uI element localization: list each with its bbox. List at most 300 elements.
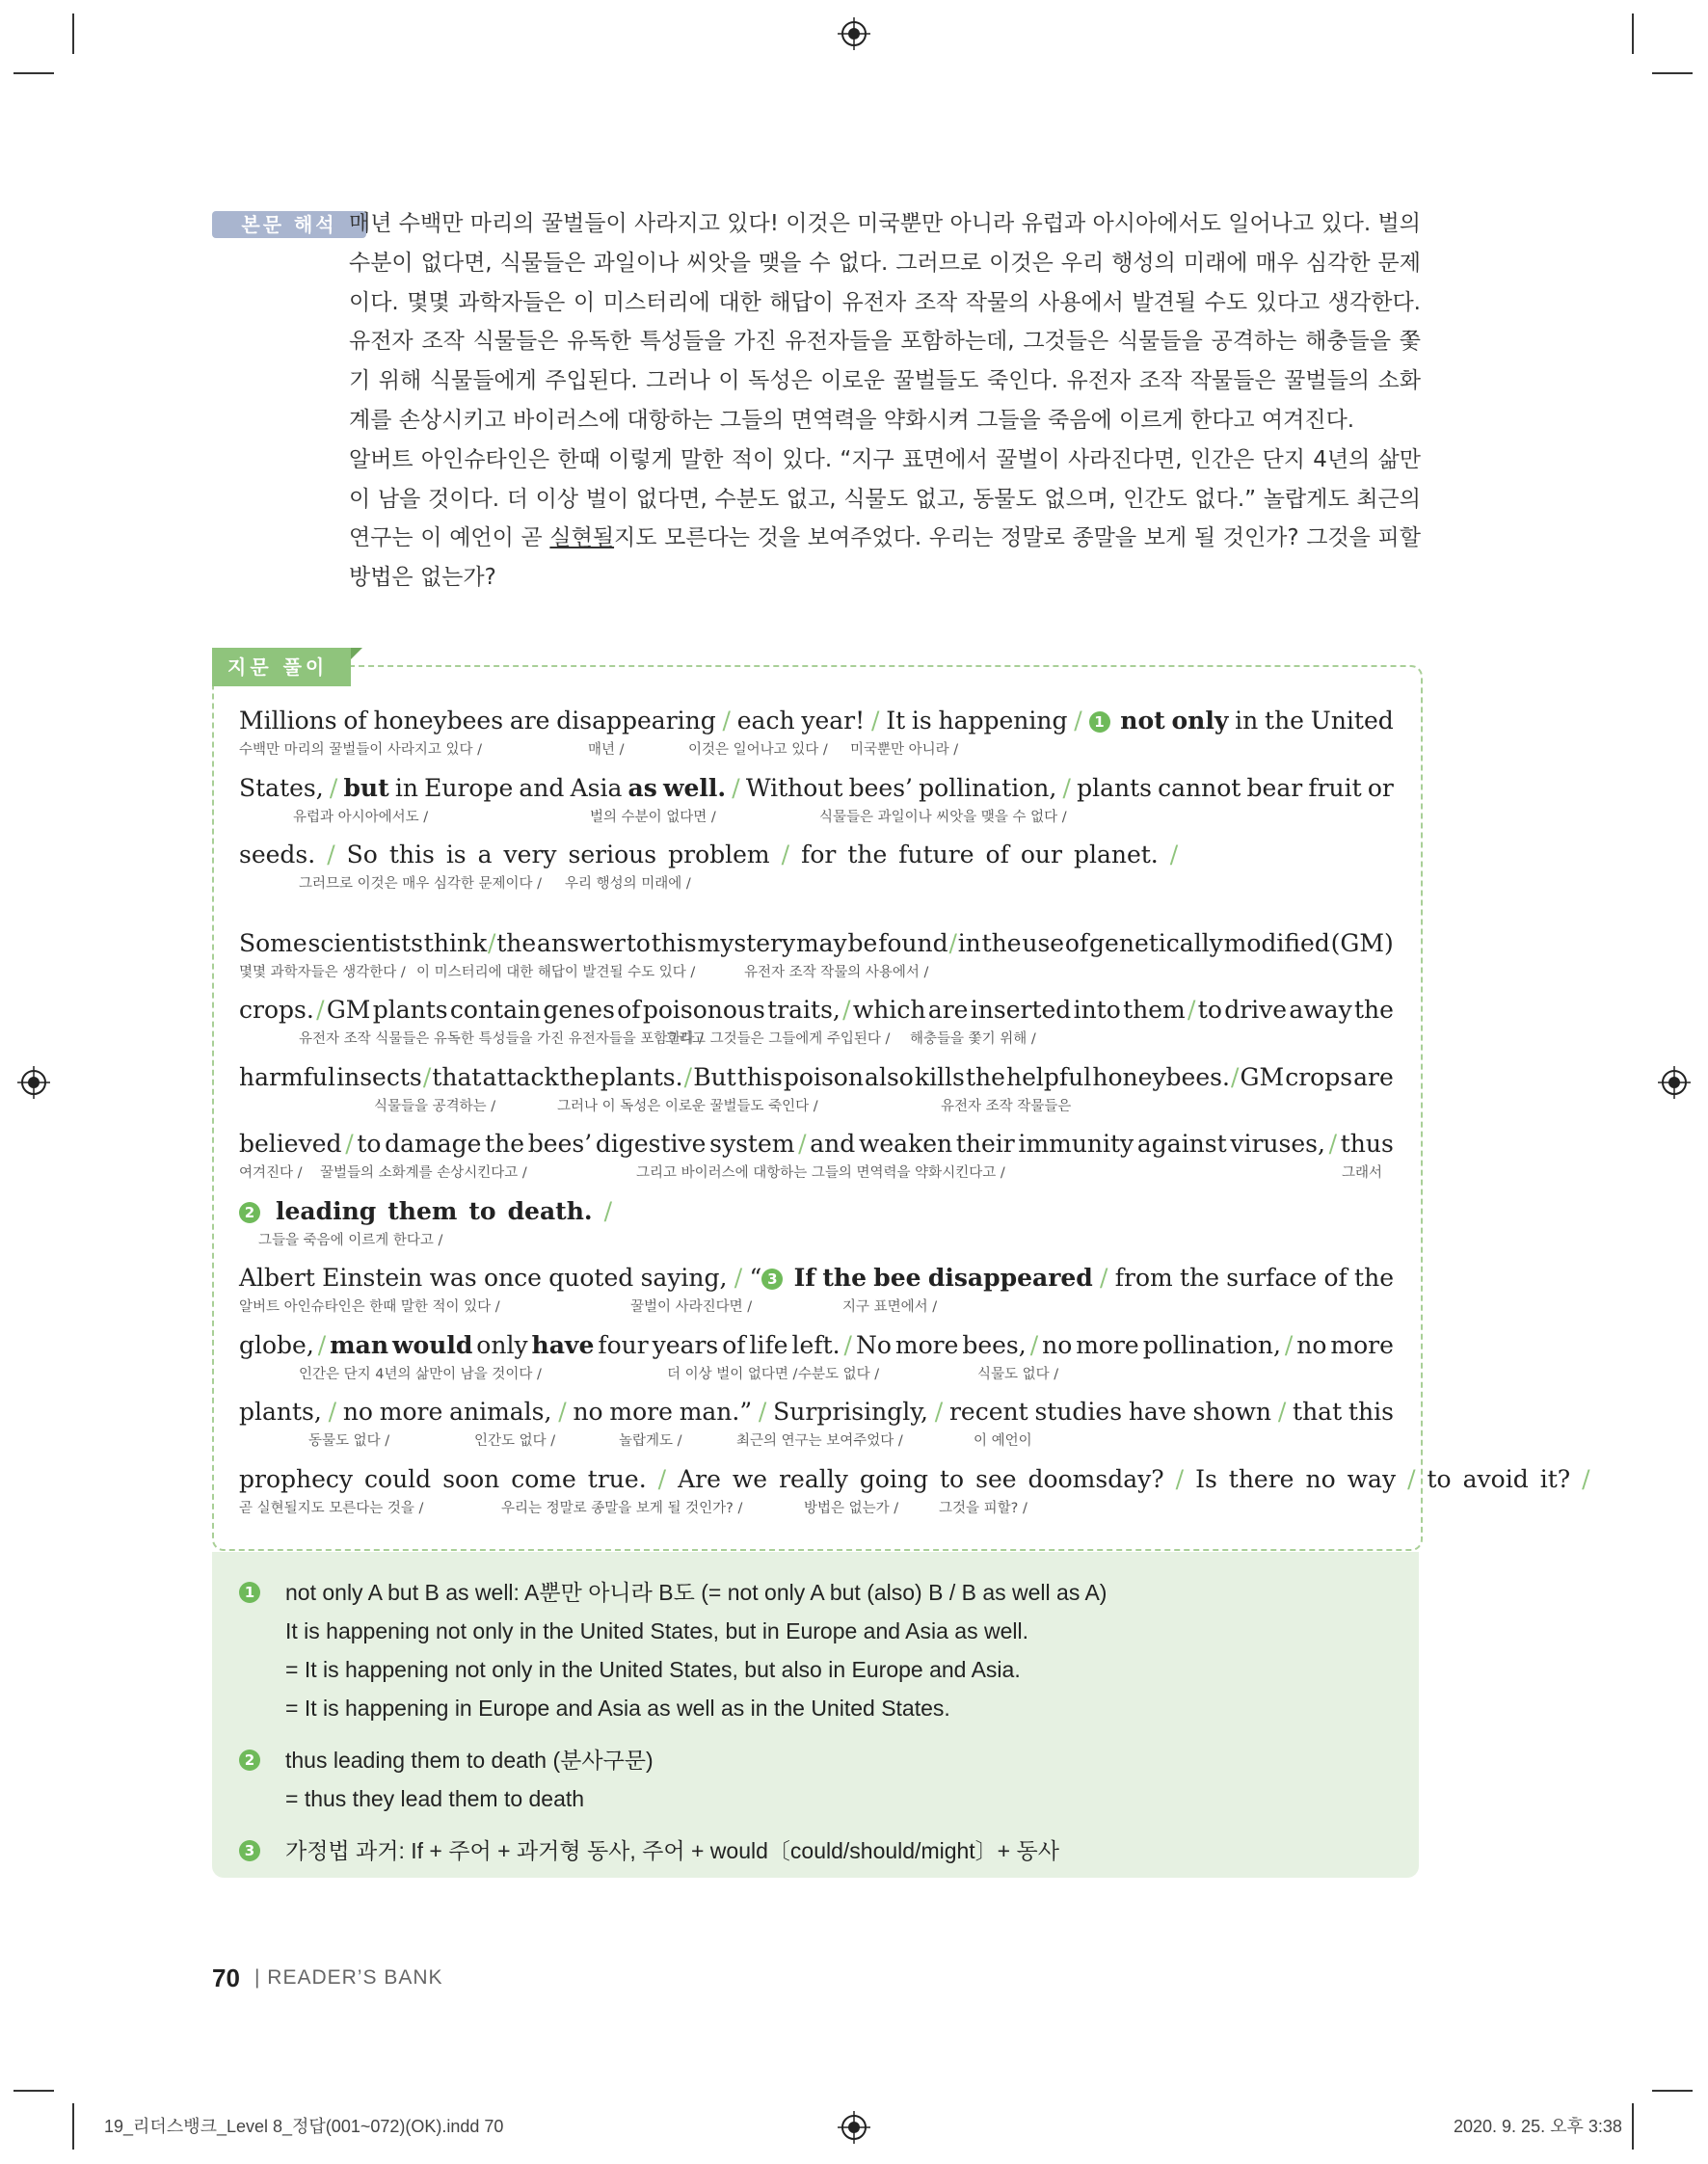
word: No	[855, 1330, 892, 1359]
korean-gloss	[239, 1095, 1394, 1114]
chunk-slash: /	[1277, 1398, 1287, 1426]
word: the	[1354, 996, 1394, 1024]
note-line: thus leading them to death (분사구문)	[285, 1748, 654, 1773]
english-line	[239, 1397, 1394, 1428]
word: avoid	[1462, 1464, 1529, 1493]
word: of	[722, 1330, 746, 1359]
word: harmful	[239, 1062, 336, 1091]
word: the	[496, 928, 537, 957]
word: fruit	[1308, 773, 1362, 802]
chunk-slash: /	[316, 996, 325, 1024]
word: of	[1064, 928, 1089, 957]
note-marker-icon: 1	[1089, 711, 1110, 733]
word: animals,	[449, 1398, 552, 1426]
note-number-icon: 1	[239, 1582, 260, 1603]
word: are	[1353, 1062, 1394, 1091]
chunk-slash: /	[317, 1330, 327, 1359]
chunk-slash: /	[1074, 707, 1082, 735]
analysis-line	[239, 1263, 1394, 1330]
english-line	[239, 1263, 1394, 1294]
note-number-icon: 3	[239, 1840, 260, 1861]
word: mystery	[697, 928, 796, 957]
word: that	[432, 1062, 482, 1091]
gloss-text: 놀랍게도 /	[619, 1433, 682, 1449]
word: recent	[948, 1398, 1028, 1426]
word: no	[1296, 1330, 1327, 1359]
word: this	[651, 928, 697, 957]
word: traits,	[767, 996, 841, 1024]
word: modified	[1223, 928, 1330, 957]
gloss-text: 그리고 바이러스에 대항하는 그들의 면역력을 약화시킨다고 /	[636, 1165, 1005, 1181]
analysis-line	[239, 1397, 1394, 1464]
registration-mark-icon	[17, 1066, 50, 1099]
word: answer	[537, 928, 627, 957]
korean-gloss	[239, 1028, 1394, 1047]
word: this	[736, 1062, 783, 1091]
word: believed	[239, 1130, 342, 1158]
gloss-text: 이 예언이	[974, 1433, 1032, 1449]
word: plants	[1077, 773, 1152, 802]
word: this	[1348, 1398, 1394, 1426]
word: could	[364, 1464, 432, 1493]
word: United	[1310, 707, 1394, 735]
word: and	[810, 1130, 856, 1158]
word: really	[779, 1464, 848, 1493]
korean-gloss	[239, 1429, 1394, 1449]
chunk-slash: /	[722, 707, 731, 735]
word: bees,	[962, 1330, 1027, 1359]
english-line	[239, 840, 1394, 870]
word: doomsday?	[1027, 1464, 1164, 1493]
word: immunity	[1018, 1130, 1134, 1158]
chunk-slash: /	[1407, 1464, 1416, 1493]
word: Asia	[570, 773, 623, 802]
chunk-slash: /	[732, 773, 740, 802]
word: this	[388, 841, 435, 868]
word: in	[394, 773, 418, 802]
gloss-text: 그것을 피할? /	[939, 1500, 1027, 1516]
word: to	[1197, 996, 1222, 1024]
note-marker-icon: 2	[239, 1202, 260, 1223]
gloss-text: 유럽과 아시아에서도 /	[293, 809, 429, 825]
word: globe,	[239, 1330, 314, 1359]
word: soon	[442, 1464, 500, 1493]
word: we	[732, 1464, 768, 1493]
word: studies	[1034, 1398, 1123, 1426]
key-word: but	[343, 773, 389, 802]
word: or	[1367, 773, 1394, 802]
word: the	[965, 1062, 1005, 1091]
word: Surprisingly,	[773, 1398, 928, 1426]
crop-mark	[1652, 2090, 1693, 2092]
word: into	[1073, 996, 1121, 1024]
crop-mark	[72, 2103, 74, 2150]
gloss-text: 더 이상 벌이 없다면 /	[667, 1366, 798, 1382]
word: bear	[1246, 773, 1303, 802]
analysis-line	[239, 928, 1394, 996]
word: the	[1354, 1264, 1394, 1292]
word: the	[847, 841, 888, 868]
chunk-slash: /	[1169, 841, 1179, 868]
word: found	[878, 928, 948, 957]
print-date: 2020. 9. 25. 오후 3:38	[1454, 2117, 1622, 2136]
registration-mark-icon	[838, 17, 870, 50]
word: left.	[791, 1330, 841, 1359]
word: serious	[568, 841, 657, 868]
word: of	[617, 996, 641, 1024]
word: are	[509, 707, 550, 735]
korean-gloss	[239, 1363, 1394, 1382]
chunk-slash: /	[603, 1196, 613, 1225]
word: crops	[1285, 1062, 1353, 1091]
word: problem	[668, 841, 770, 868]
note-list	[239, 1573, 1376, 1883]
word: way	[1347, 1464, 1397, 1493]
chunk-slash: /	[758, 1398, 767, 1426]
note-marker-icon: 3	[761, 1269, 783, 1290]
word: scientists	[307, 928, 423, 957]
word: Are	[678, 1464, 721, 1493]
note-marker	[239, 1196, 264, 1227]
key-word: well.	[662, 773, 727, 802]
word: poison	[783, 1062, 864, 1091]
word: thus	[1340, 1130, 1394, 1158]
gloss-text: 꿀벌들의 소화계를 손상시킨다고 /	[320, 1165, 527, 1181]
gloss-text: 알버트 아인슈타인은 한때 말한 적이 있다 /	[239, 1299, 500, 1315]
word: cannot	[1158, 773, 1241, 802]
analysis-line	[239, 1196, 1394, 1264]
note-line: = It is happening not only in the United States, but also in Europe and Asia.	[285, 1657, 1021, 1682]
word: bees’	[848, 773, 913, 802]
word: going	[859, 1464, 929, 1493]
chunk-slash: /	[1175, 1464, 1185, 1493]
chunk-slash: /	[683, 1062, 693, 1091]
word: only	[476, 1330, 528, 1359]
word: there	[1228, 1464, 1294, 1493]
gloss-text: 이것은 일어나고 있다 /	[688, 742, 828, 758]
word: seeds.	[239, 841, 316, 868]
note-marker	[1089, 706, 1114, 736]
book-title: | READER’S BANK	[254, 1966, 443, 1989]
word: each	[736, 707, 795, 735]
crop-mark	[1632, 13, 1634, 54]
word: genetically	[1089, 928, 1223, 957]
chunk-slash: /	[870, 707, 880, 735]
word: honeybees	[373, 707, 504, 735]
chunk-slash: /	[1284, 1330, 1294, 1359]
word: saying,	[640, 1264, 728, 1292]
word: in	[1235, 707, 1259, 735]
word: in	[957, 928, 981, 957]
key-word: only	[1171, 707, 1229, 735]
word: disappearing	[556, 707, 716, 735]
word: Einstein	[322, 1264, 423, 1292]
word: that	[1293, 1398, 1343, 1426]
word: more	[1076, 1330, 1139, 1359]
gloss-text: 곧 실현될지도 모른다는 것을 /	[239, 1500, 424, 1516]
gloss-text: 동물도 없다 /	[308, 1433, 390, 1449]
note-line: It is happening not only in the United States, but in Europe and Asia as well.	[285, 1618, 1028, 1643]
word: quoted	[548, 1264, 634, 1292]
note-marker: “ 3	[750, 1263, 787, 1294]
gloss-text: 식물들을 공격하는 /	[374, 1098, 496, 1114]
english-line	[239, 928, 1394, 959]
word: for	[801, 841, 837, 868]
word: our	[1020, 841, 1062, 868]
word: a	[477, 841, 493, 868]
word: year!	[801, 707, 866, 735]
chunk-slash: /	[488, 928, 496, 957]
word: away	[1289, 996, 1352, 1024]
chunk-slash: /	[1029, 1330, 1039, 1359]
word: GM	[1240, 1062, 1285, 1091]
chunk-slash: /	[1582, 1464, 1590, 1493]
word: to	[357, 1130, 382, 1158]
word: against	[1136, 1130, 1227, 1158]
word: more	[609, 1398, 673, 1426]
word: happening	[938, 707, 1068, 735]
gloss-text: 수분도 없다 /	[798, 1366, 880, 1382]
word: the	[981, 928, 1022, 957]
key-word: leading	[276, 1196, 377, 1225]
word: contain	[449, 996, 542, 1024]
chunk-slash: /	[1100, 1264, 1108, 1292]
chunk-slash: /	[1188, 996, 1196, 1024]
word: Some	[239, 928, 307, 957]
gloss-text: 수백만 마리의 꿀벌들이 사라지고 있다 /	[239, 742, 483, 758]
word: are	[927, 996, 969, 1024]
grammar-notes	[212, 1552, 1419, 1878]
word: But	[693, 1062, 736, 1091]
korean-gloss	[239, 738, 1394, 758]
gloss-text: 식물들은 과일이나 씨앗을 맺을 수 없다 /	[819, 809, 1067, 825]
english-line	[239, 1196, 1394, 1227]
word: also	[865, 1062, 914, 1091]
analysis-line	[239, 1464, 1590, 1532]
word: which	[852, 996, 926, 1024]
korean-gloss	[239, 1162, 1394, 1181]
word: bees’	[527, 1130, 593, 1158]
word: no	[1305, 1464, 1336, 1493]
grammar-note	[239, 1741, 1376, 1818]
chunk-slash: /	[327, 841, 335, 868]
gloss-text: 벌의 수분이 없다면 /	[590, 809, 716, 825]
word: drive	[1224, 996, 1288, 1024]
gloss-text: 유전자 조작 작물들은	[941, 1098, 1072, 1114]
word: (GM)	[1330, 928, 1394, 957]
crop-mark	[13, 2090, 54, 2092]
registration-mark-icon	[1658, 1066, 1691, 1099]
page-number: 70	[212, 1964, 240, 1992]
chunk-slash: /	[734, 1264, 743, 1292]
gloss-text: 해충들을 쫓기 위해 /	[910, 1031, 1036, 1047]
word: genes	[543, 996, 615, 1024]
gloss-text: 이 미스터리에 대한 해답이 발견될 수도 있다 /	[416, 964, 696, 980]
gloss-text: 인간도 없다 /	[474, 1433, 556, 1449]
korean-gloss	[239, 1296, 1394, 1315]
key-word: man	[330, 1330, 388, 1359]
word: come	[511, 1464, 576, 1493]
analysis-line	[239, 840, 1394, 907]
word: It	[886, 707, 906, 735]
korean-gloss	[239, 872, 1394, 892]
key-word: not	[1120, 707, 1165, 735]
key-word: If	[793, 1264, 816, 1292]
chunk-slash: /	[843, 1330, 852, 1359]
key-word: would	[391, 1330, 473, 1359]
chunk-slash: /	[1231, 1062, 1240, 1091]
key-word: disappeared	[927, 1264, 1093, 1292]
analysis-line	[239, 1330, 1394, 1398]
chunk-slash: /	[1062, 773, 1071, 802]
grammar-note	[239, 1573, 1376, 1727]
word: is	[445, 841, 467, 868]
word: plants.	[600, 1062, 683, 1091]
chunk-slash: /	[329, 773, 338, 802]
key-word: as	[627, 773, 657, 802]
word: them	[1123, 996, 1186, 1024]
gloss-text: 유전자 조작 식물들은 유독한 특성들을 가진 유전자들을 포함한다 /	[299, 1031, 704, 1047]
chunk-slash: /	[781, 841, 790, 868]
chunk-slash: /	[842, 996, 851, 1024]
word: Albert	[239, 1264, 315, 1292]
word: shown	[1192, 1398, 1272, 1426]
word: Europe	[424, 773, 514, 802]
chunk-slash: /	[934, 1398, 944, 1426]
registration-mark-icon	[838, 2111, 870, 2144]
translation-paragraph: 알버트 아인슈타인은 한때 이렇게 말한 적이 있다. “지구 표면에서 꿀벌이 사라진다면, 인간은 단지 4년의 삶만이 남을 것이다. 더 이상 벌이 없다면, 수분도 없고, 식물도 없고, 동물도 없으며, 인간도 없다.” 놀랍게도 최근의 연구는 이 예언이 곧 실현될지도 모른다는 것을 보여주었다. 우리는 정말로 종말을 보게 될 것인가? 그것을 피할 방법은 없는가?	[349, 446, 1421, 591]
word: to	[626, 928, 651, 957]
analysis-tab: 지문 풀이	[212, 648, 351, 686]
analysis-line	[239, 773, 1394, 841]
analysis-line	[239, 995, 1394, 1062]
key-word: the	[822, 1264, 867, 1292]
chunk-slash: /	[345, 1130, 354, 1158]
gloss-text: 여겨진다 /	[239, 1165, 303, 1181]
analysis-line	[239, 706, 1394, 773]
gloss-text: 그러므로 이것은 매우 심각한 문제이다 /	[299, 876, 543, 892]
word: true.	[587, 1464, 647, 1493]
word: damage	[385, 1130, 482, 1158]
word: years	[652, 1330, 719, 1359]
crop-mark	[13, 72, 54, 74]
word: was	[429, 1264, 477, 1292]
gloss-text: 그래서	[1342, 1165, 1383, 1181]
note-line: = It is happening in Europe and Asia as well as in the United States.	[285, 1696, 950, 1721]
word: of	[343, 707, 367, 735]
word: insects	[336, 1062, 422, 1091]
word: no	[573, 1398, 603, 1426]
word: helpful	[1006, 1062, 1092, 1091]
word: and	[519, 773, 565, 802]
word: is	[911, 707, 932, 735]
word: their	[955, 1130, 1015, 1158]
word: kills	[914, 1062, 965, 1091]
gloss-text: 몇몇 과학자들은 생각한다 /	[239, 964, 406, 980]
chunk-slash: /	[657, 1464, 667, 1493]
gloss-text: 꿀벌이 사라진다면 /	[630, 1299, 753, 1315]
english-line	[239, 1129, 1394, 1160]
word: think	[423, 928, 488, 957]
crop-mark	[72, 13, 74, 54]
word: attack	[482, 1062, 559, 1091]
gloss-text: 지구 표면에서 /	[842, 1299, 938, 1315]
word: planet.	[1073, 841, 1159, 868]
word: future	[898, 841, 974, 868]
word: of	[985, 841, 1009, 868]
word: more	[894, 1330, 959, 1359]
chunk-slash: /	[1328, 1130, 1338, 1158]
note-line: 가정법 과거: If + 주어 + 과거형 동사, 주어 + would〔could/should/might〕+ 동사	[285, 1838, 1059, 1863]
word: it?	[1539, 1464, 1571, 1493]
word: life	[749, 1330, 788, 1359]
gloss-text: 그들을 죽음에 이르게 한다고 /	[258, 1232, 443, 1248]
chunk-slash: /	[328, 1398, 337, 1426]
word: So	[346, 841, 378, 868]
word: pollination,	[1142, 1330, 1281, 1359]
word: the	[1180, 1264, 1219, 1292]
word: more	[379, 1398, 443, 1426]
word: Is	[1195, 1464, 1217, 1493]
word: viruses,	[1230, 1130, 1325, 1158]
gloss-text: 그러나 이 독성은 이로운 꿀벌들도 죽인다 /	[557, 1098, 818, 1114]
word: inserted	[970, 996, 1072, 1024]
file-slug: 19_리더스뱅크_Level 8_정답(001~072)(OK).indd 70	[104, 2117, 504, 2136]
korean-gloss	[239, 1497, 1394, 1516]
grammar-note	[239, 1831, 1376, 1870]
word: Without	[745, 773, 843, 802]
word: weaken	[858, 1130, 953, 1158]
word: pollination,	[919, 773, 1057, 802]
word: crops.	[239, 996, 314, 1024]
korean-gloss	[239, 961, 1394, 980]
word: plants,	[239, 1398, 322, 1426]
chunk-slash: /	[558, 1398, 567, 1426]
word: the	[1265, 707, 1304, 735]
crop-mark	[1632, 2103, 1634, 2150]
gloss-text: 그리고 그것들은 그들에게 주입된다 /	[665, 1031, 891, 1047]
word: more	[1330, 1330, 1394, 1359]
word: to	[940, 1464, 965, 1493]
word: four	[598, 1330, 649, 1359]
english-line	[239, 1464, 1590, 1495]
key-word: have	[531, 1330, 595, 1359]
word: honeybees.	[1092, 1062, 1230, 1091]
crop-mark	[1652, 72, 1693, 74]
word: digestive	[595, 1130, 707, 1158]
key-word: bee	[873, 1264, 921, 1292]
word: poisonous	[642, 996, 765, 1024]
note-line: not only A but B as well: A뿐만 아니라 B도 (= not only A but (also) B / B as well as A)	[285, 1580, 1108, 1605]
gloss-text: 방법은 없는가 /	[804, 1500, 899, 1516]
english-line	[239, 995, 1394, 1026]
word: once	[484, 1264, 542, 1292]
gloss-text: 식물도 없다 /	[977, 1366, 1059, 1382]
note-line: = thus they lead them to death	[285, 1786, 585, 1811]
key-word: death.	[507, 1196, 593, 1225]
translation-paragraph: 매년 수백만 마리의 꿀벌들이 사라지고 있다! 이것은 미국뿐만 아니라 유럽과 아시아에서도 일어나고 있다. 벌의 수분이 없다면, 식물들은 과일이나 씨앗을 맺을 수 없다. 그러므로 이것은 우리 행성의 미래에 매우 심각한 문제이다. 몇몇 과학자들은 이 미스터리에 대한 해답이 유전자 조작 작물의 사용에서 발견될 수도 있다고 생각한다. 유전자 조작 식물들은 유독한 특성들을 가진 유전자들을 포함하는데, 그것들은 식물들을 공격하는 해충들을 쫓기 위해 식물들에게 주입된다. 그러나 이 독성은 이로운 꿀벌들도 죽인다. 유전자 조작 작물들은 꿀벌들의 소화계를 손상시키고 바이러스에 대항하는 그들의 면역력을 약화시켜 그들을 죽음에 이르게 한다고 여겨진다.	[349, 211, 1421, 433]
word: the	[485, 1130, 525, 1158]
analysis-line	[239, 1129, 1394, 1196]
word: GM	[326, 996, 371, 1024]
word: surface	[1226, 1264, 1318, 1292]
word: no	[1042, 1330, 1073, 1359]
english-line	[239, 773, 1394, 804]
word: of	[1323, 1264, 1348, 1292]
word: system	[709, 1130, 795, 1158]
word: see	[975, 1464, 1017, 1493]
word: very	[503, 841, 557, 868]
